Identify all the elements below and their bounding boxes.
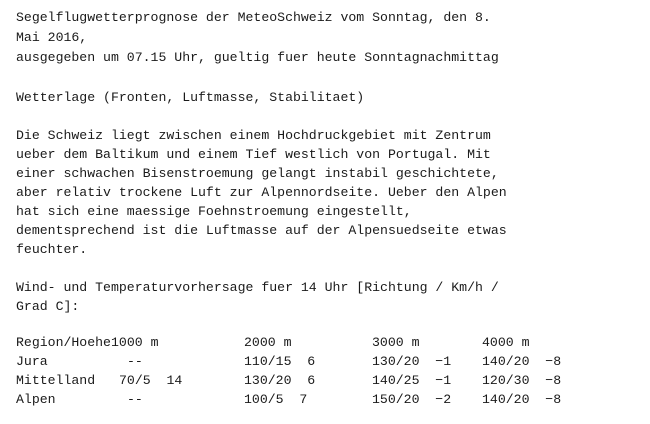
table-cell-2000: 100/5 7 [244,392,308,407]
forecast-heading-line-2: Grad C]: [16,299,80,314]
table-row-region: Alpen [16,392,56,407]
table-cell-4000: 140/20 −8 [482,392,562,407]
table-cell-3000: 130/20 −1 [372,354,452,369]
table-cell-2000: 130/20 6 [244,373,316,388]
table-header-3000: 3000 m [372,335,420,350]
weather-situation-line: einer schwachen Bisenstroemung gelangt instabil geschichtete, [16,166,499,181]
table-header-2000: 2000 m [244,335,292,350]
table-row-region: Mittelland [16,373,96,388]
table-header-4000: 4000 m [482,335,530,350]
weather-situation-heading: Wetterlage (Fronten, Luftmasse, Stabilitaet) [16,90,365,105]
weather-situation-line: ueber dem Baltikum und einem Tief westlich von Portugal. Mit [16,147,491,162]
table-cell-1000: 70/5 14 [119,373,183,388]
table-cell-3000: 140/25 −1 [372,373,452,388]
weather-situation-line: aber relativ trockene Luft zur Alpennordseite. Ueber den Alpen [16,185,507,200]
table-cell-3000: 150/20 −2 [372,392,452,407]
table-cell-2000: 110/15 6 [244,354,316,369]
table-cell-1000: -- [127,392,143,407]
weather-situation-line: feuchter. [16,242,88,257]
forecast-heading-line-1: Wind- und Temperaturvorhersage fuer 14 Uhr [Richtung / Km/h / [16,280,499,295]
table-cell-4000: 120/30 −8 [482,373,562,388]
table-header-region: Region/Hoehe [16,335,111,350]
table-cell-1000: -- [127,354,143,369]
weather-situation-line: hat sich eine maessige Foehnstroemung eingestellt, [16,204,412,219]
title-line-1: Segelflugwetterprognose der MeteoSchweiz vom Sonntag, den 8. [16,10,491,25]
issued-line: ausgegeben um 07.15 Uhr, gueltig fuer heute Sonntagnachmittag [16,50,499,65]
table-header-1000: 1000 m [111,335,159,350]
weather-situation-line: Die Schweiz liegt zwischen einem Hochdruckgebiet mit Zentrum [16,128,491,143]
weather-situation-line: dementsprechend ist die Luftmasse auf der Alpensuedseite etwas [16,223,507,238]
table-cell-4000: 140/20 −8 [482,354,562,369]
title-line-2: Mai 2016, [16,30,88,45]
table-row-region: Jura [16,354,48,369]
